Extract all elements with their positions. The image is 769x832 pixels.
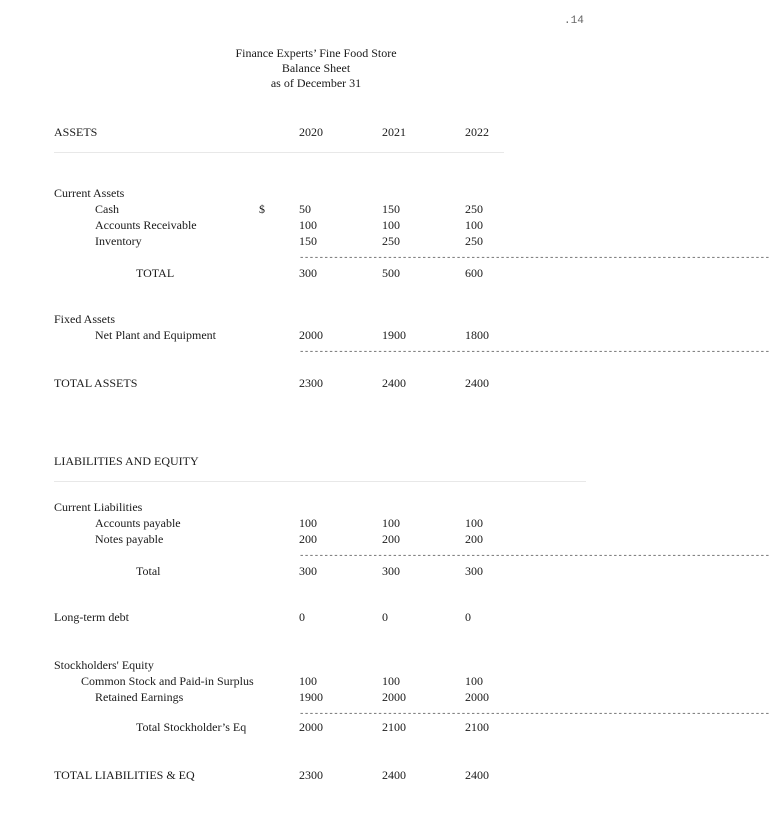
- separator-line: ------------------------------------------------------------------------------------------------: [299, 709, 769, 719]
- row-label-inventory: Inventory: [95, 234, 142, 248]
- cl-total-2022: 300: [465, 564, 483, 578]
- total-assets-2022: 2400: [465, 376, 489, 390]
- re-2022: 2000: [465, 690, 489, 704]
- inventory-2021: 250: [382, 234, 400, 248]
- row-label-retained-earnings: Retained Earnings: [95, 690, 184, 704]
- eq-total-2020: 2000: [299, 720, 323, 734]
- cash-2021: 150: [382, 202, 400, 216]
- ar-2020: 100: [299, 218, 317, 232]
- current-liabilities-total-label: Total: [136, 564, 161, 578]
- row-label-accounts-receivable: Accounts Receivable: [95, 218, 197, 232]
- np-2021: 200: [382, 532, 400, 546]
- ltd-2022: 0: [465, 610, 471, 624]
- total-assets-2020: 2300: [299, 376, 323, 390]
- row-label-cash: Cash: [95, 202, 119, 216]
- ar-2022: 100: [465, 218, 483, 232]
- total-assets-2021: 2400: [382, 376, 406, 390]
- re-2020: 1900: [299, 690, 323, 704]
- separator-line: ------------------------------------------------------------------------------------------------: [299, 347, 769, 357]
- cl-total-2021: 300: [382, 564, 400, 578]
- eq-total-2021: 2100: [382, 720, 406, 734]
- equity-heading: Stockholders' Equity: [54, 658, 154, 672]
- separator-line: ------------------------------------------------------------------------------------------------: [299, 253, 769, 263]
- fixed-assets-heading: Fixed Assets: [54, 312, 116, 326]
- tle-2020: 2300: [299, 768, 323, 782]
- row-label-accounts-payable: Accounts payable: [95, 516, 181, 530]
- liabilities-heading: LIABILITIES AND EQUITY: [54, 454, 199, 468]
- np-2020: 200: [299, 532, 317, 546]
- ltd-2020: 0: [299, 610, 305, 624]
- long-term-debt-label: Long-term debt: [54, 610, 129, 624]
- cs-2022: 100: [465, 674, 483, 688]
- cs-2020: 100: [299, 674, 317, 688]
- ca-total-2021: 500: [382, 266, 400, 280]
- npe-2020: 2000: [299, 328, 323, 342]
- row-label-common-stock: Common Stock and Paid-in Surplus: [81, 674, 254, 688]
- tle-2021: 2400: [382, 768, 406, 782]
- total-liabilities-equity-label: TOTAL LIABILITIES & EQ: [54, 768, 195, 782]
- cl-total-2020: 300: [299, 564, 317, 578]
- npe-2021: 1900: [382, 328, 406, 342]
- npe-2022: 1800: [465, 328, 489, 342]
- cash-2020: 50: [299, 202, 311, 216]
- cash-2022: 250: [465, 202, 483, 216]
- tle-2022: 2400: [465, 768, 489, 782]
- current-liabilities-heading: Current Liabilities: [54, 500, 143, 514]
- eq-total-2022: 2100: [465, 720, 489, 734]
- ltd-2021: 0: [382, 610, 388, 624]
- row-label-net-plant: Net Plant and Equipment: [95, 328, 216, 342]
- re-2021: 2000: [382, 690, 406, 704]
- divider: [54, 481, 586, 482]
- ca-total-2020: 300: [299, 266, 317, 280]
- cs-2021: 100: [382, 674, 400, 688]
- ap-2022: 100: [465, 516, 483, 530]
- assets-heading: ASSETS: [54, 125, 98, 139]
- year-2021: 2021: [382, 125, 406, 139]
- np-2022: 200: [465, 532, 483, 546]
- current-assets-heading: Current Assets: [54, 186, 125, 200]
- page-number: .14: [564, 15, 584, 27]
- total-assets-label: TOTAL ASSETS: [54, 376, 138, 390]
- divider: [54, 152, 504, 153]
- company-name: Finance Experts’ Fine Food Store: [235, 46, 397, 60]
- ar-2021: 100: [382, 218, 400, 232]
- current-assets-total-label: TOTAL: [136, 266, 175, 280]
- row-label-notes-payable: Notes payable: [95, 532, 164, 546]
- document-date: as of December 31: [270, 76, 362, 90]
- currency-symbol: $: [259, 202, 265, 216]
- ap-2021: 100: [382, 516, 400, 530]
- ap-2020: 100: [299, 516, 317, 530]
- separator-line: ------------------------------------------------------------------------------------------------: [299, 551, 769, 561]
- year-2022: 2022: [465, 125, 489, 139]
- ca-total-2022: 600: [465, 266, 483, 280]
- inventory-2022: 250: [465, 234, 483, 248]
- equity-total-label: Total Stockholder’s Eq: [136, 720, 247, 734]
- inventory-2020: 150: [299, 234, 317, 248]
- year-2020: 2020: [299, 125, 323, 139]
- document-title: Balance Sheet: [281, 61, 351, 75]
